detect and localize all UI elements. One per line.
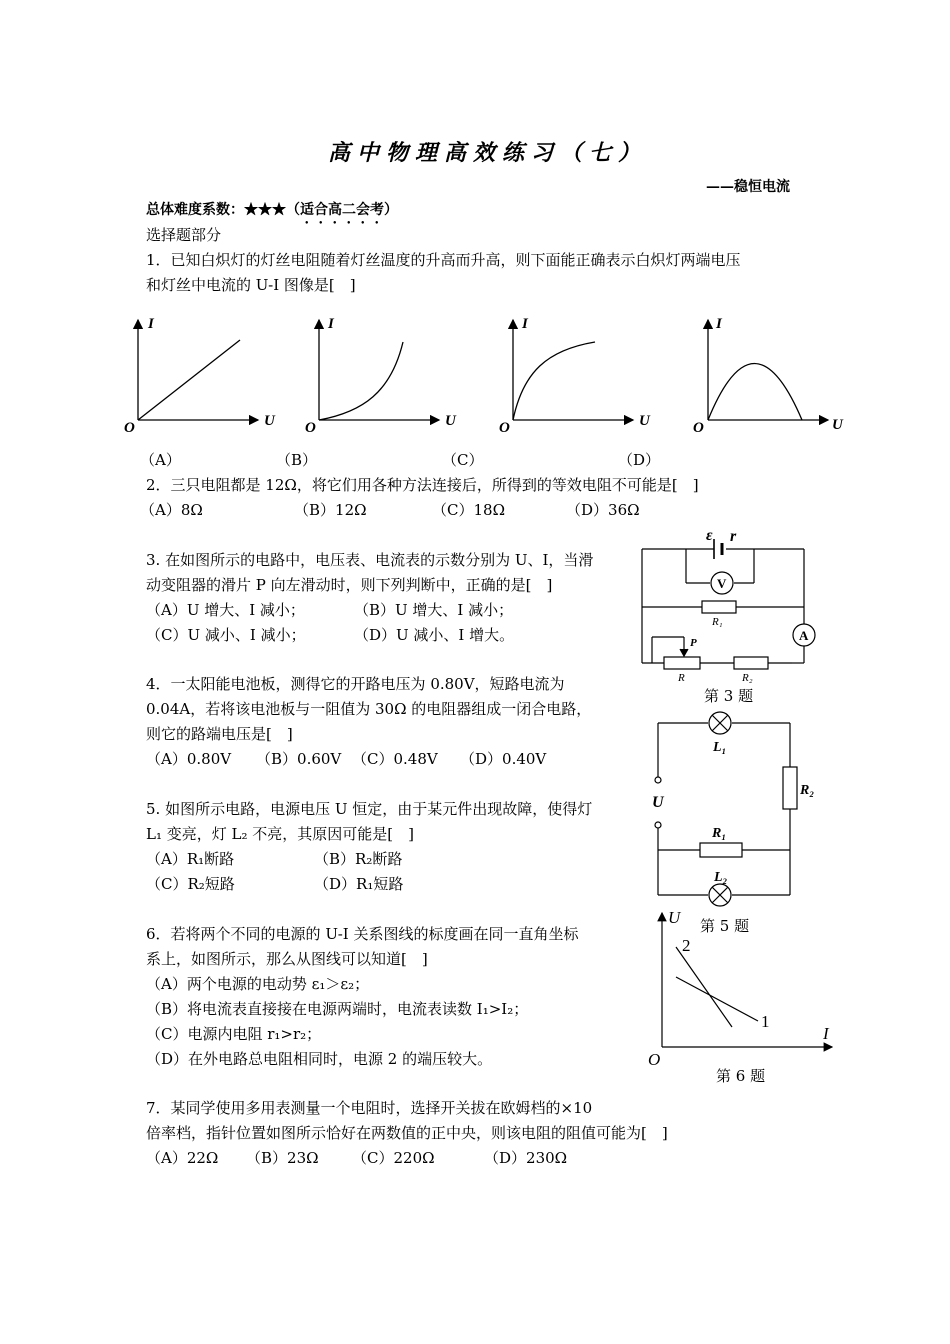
q6-stem-line1: 6．若将两个不同的电源的 U-I 关系图线的标度画在同一直角坐标 xyxy=(146,925,579,943)
q2-stem: 2．三只电阻都是 12Ω，将它们用各种方法连接后，所得到的等效电阻不可能是[ ] xyxy=(146,476,699,494)
q2-option-b: （B）12Ω xyxy=(294,501,367,519)
q5-option-d: （D）R₁短路 xyxy=(314,875,404,893)
q4-stem-line3: 则它的路端电压是[ ] xyxy=(146,725,293,743)
q5-l1-label: L₁ xyxy=(713,740,727,755)
q3-figure-caption: 第 3 题 xyxy=(704,687,754,705)
q4-option-c: （C）0.48V xyxy=(352,750,438,768)
q4-stem-line2: 0.04A，若将该电池板与一阻值为 30Ω 的电阻器组成一闭合电路， xyxy=(146,700,592,718)
graph-a-i-label: I xyxy=(148,316,154,332)
q1-graph-d xyxy=(690,312,855,437)
q6-option-a: （A）两个电源的电动势 ε₁＞ε₂； xyxy=(146,975,370,993)
q5-u-label: U xyxy=(652,794,664,811)
q3-r2-label: R₂ xyxy=(742,672,753,684)
q1-graph-b xyxy=(303,312,463,437)
q7-option-c: （C）220Ω xyxy=(352,1149,435,1167)
q5-option-b: （B）R₂断路 xyxy=(314,850,403,868)
q7-stem-line2: 倍率档，指针位置如图所示恰好在两数值的正中央，则该电阻的阻值可能为[ ] xyxy=(146,1124,668,1142)
q6-figure-caption: 第 6 题 xyxy=(716,1067,766,1085)
q1-option-a: （A） xyxy=(140,451,181,469)
q3-internal-r-label: r xyxy=(730,528,737,545)
graph-b-u-label: U xyxy=(445,413,456,429)
graph-c-i-label: I xyxy=(522,316,528,332)
q4-option-b: （B）0.60V xyxy=(256,750,342,768)
q3-slider-label: P xyxy=(690,637,697,649)
q3-option-a: （A）U 增大、I 减小； xyxy=(146,601,305,619)
q7-option-d: （D）230Ω xyxy=(484,1149,568,1167)
q5-circuit-figure xyxy=(640,705,830,910)
q5-figure-caption: 第 5 题 xyxy=(700,917,750,935)
q5-r2-label: R₂ xyxy=(800,783,815,798)
q1-graph-c xyxy=(497,312,657,437)
section-heading: 选择题部分 xyxy=(146,226,222,244)
q3-stem-line1: 3. 在如图所示的电路中，电压表、电流表的示数分别为 U、I，当滑 xyxy=(146,551,594,569)
q3-option-c: （C）U 减小、I 减小； xyxy=(146,626,306,644)
q7-option-b: （B）23Ω xyxy=(246,1149,319,1167)
difficulty-emphasis: 适合高二会考 xyxy=(300,202,384,218)
q5-option-a: （A）R₁断路 xyxy=(146,850,235,868)
page-subtitle: ——稳恒电流 xyxy=(706,179,790,195)
q6-line2-label: 2 xyxy=(682,936,691,955)
q3-voltmeter-label: V xyxy=(717,576,727,591)
q6-option-b: （B）将电流表直接接在电源两端时，电流表读数 I₁>I₂； xyxy=(146,1000,529,1018)
graph-c-origin: O xyxy=(499,420,510,436)
q5-r1-label: R₁ xyxy=(712,826,727,841)
q6-line1-label: 1 xyxy=(761,1012,770,1031)
graph-a-u-label: U xyxy=(264,413,275,429)
page-title: 高中物理高效练习（七） xyxy=(328,140,648,166)
q3-r1-label: R₁ xyxy=(712,616,723,628)
graph-d-origin: O xyxy=(693,420,704,436)
q5-stem-line1: 5. 如图所示电路，电源电压 U 恒定，由于某元件出现故障，使得灯 xyxy=(146,800,593,818)
q3-rheostat-label: R xyxy=(678,672,685,684)
difficulty-end: ） xyxy=(384,202,398,218)
q6-ui-graph xyxy=(640,905,840,1070)
q6-option-d: （D）在外电路总电阻相同时，电源 2 的端压较大。 xyxy=(146,1050,493,1068)
q1-option-b: （B） xyxy=(276,451,318,469)
q5-stem-line2: L₁ 变亮，灯 L₂ 不亮，其原因可能是[ ] xyxy=(146,825,414,843)
q6-u-axis-label: U xyxy=(668,908,681,927)
q6-origin-label: O xyxy=(648,1050,661,1069)
q4-option-d: （D）0.40V xyxy=(460,750,547,768)
q4-option-a: （A）0.80V xyxy=(146,750,232,768)
q3-stem-line2: 动变阻器的滑片 P 向左滑动时，则下列判断中，正确的是[ ] xyxy=(146,576,553,594)
graph-b-origin: O xyxy=(305,420,316,436)
q1-option-c: （C） xyxy=(442,451,484,469)
graph-a-origin: O xyxy=(124,420,135,436)
q3-circuit-figure xyxy=(630,525,830,710)
q2-option-c: （C）18Ω xyxy=(432,501,506,519)
q6-option-c: （C）电源内电阻 r₁>r₂； xyxy=(146,1025,322,1043)
q6-stem-line2: 系上，如图所示，那么从图线可以知道[ ] xyxy=(146,950,428,968)
q6-i-axis-label: I xyxy=(823,1024,829,1043)
q4-stem-line1: 4．一太阳能电池板，测得它的开路电压为 0.80V，短路电流为 xyxy=(146,675,565,693)
q1-stem-line2: 和灯丝中电流的 U-I 图像是[ ] xyxy=(146,276,356,294)
q3-option-b: （B）U 增大、I 减小； xyxy=(354,601,514,619)
q7-stem-line1: 7．某同学使用多用表测量一个电阻时，选择开关拔在欧姆档的×10 xyxy=(146,1099,593,1117)
graph-c-u-label: U xyxy=(639,413,650,429)
q5-option-c: （C）R₂短路 xyxy=(146,875,235,893)
q3-ammeter-label: A xyxy=(799,628,809,643)
q2-option-d: （D）36Ω xyxy=(566,501,640,519)
graph-d-u-label: U xyxy=(832,417,843,433)
q1-stem-line1: 1．已知白炽灯的灯丝电阻随着灯丝温度的升高而升高，则下面能正确表示白炽灯两端电压 xyxy=(146,251,741,269)
graph-d-i-label: I xyxy=(716,316,722,332)
q3-emf-label: ε xyxy=(706,527,713,544)
q5-l2-label: L₂ xyxy=(714,870,728,885)
graph-b-i-label: I xyxy=(328,316,334,332)
difficulty-label: 总体难度系数：★★★（ xyxy=(146,202,300,218)
q1-graph-a xyxy=(120,312,280,437)
q7-option-a: （A）22Ω xyxy=(146,1149,219,1167)
q3-option-d: （D）U 减小、I 增大。 xyxy=(354,626,515,644)
q1-option-d: （D） xyxy=(618,451,661,469)
q2-option-a: （A）8Ω xyxy=(140,501,203,519)
